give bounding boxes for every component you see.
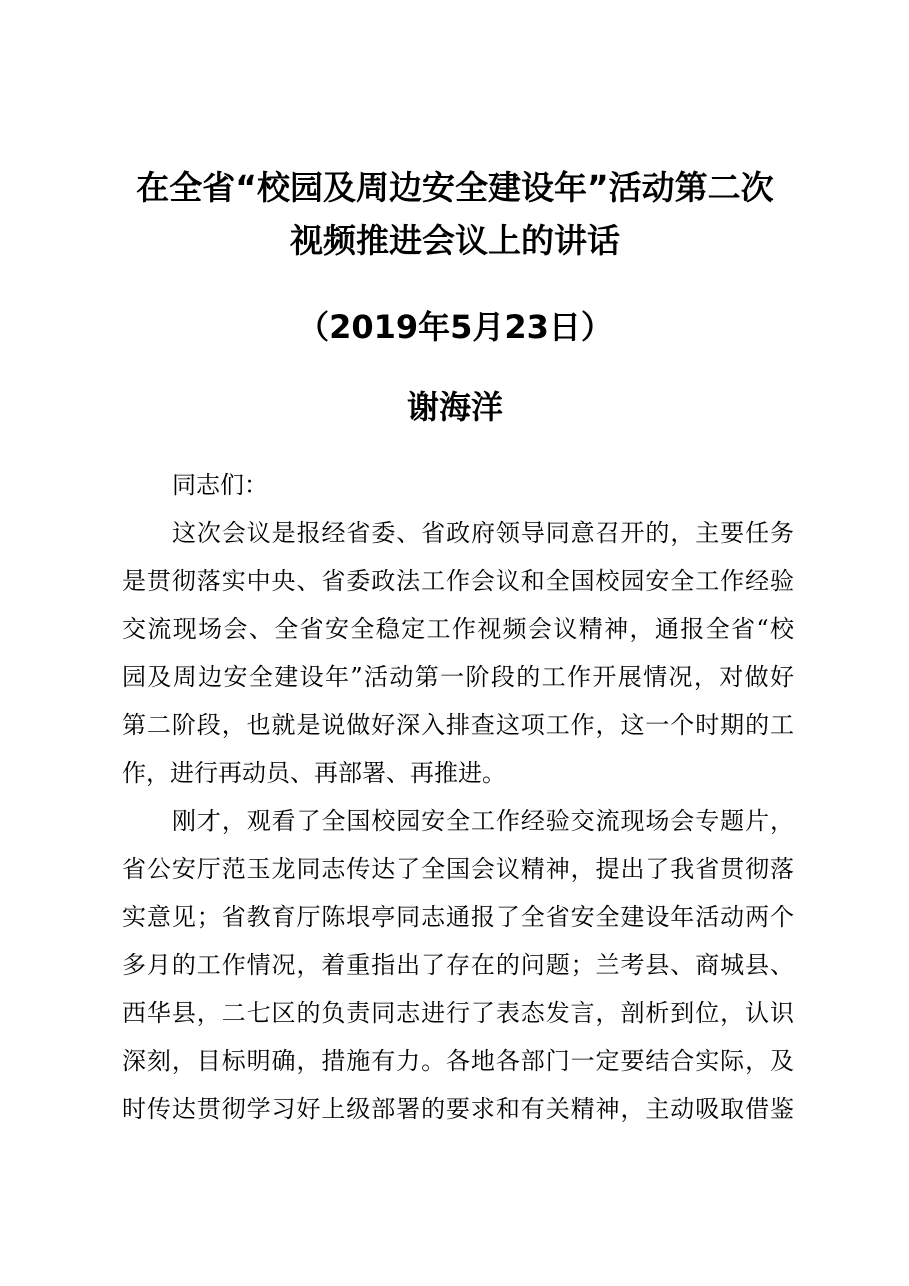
paragraph-2-line-6: 深刻，目标明确，措施有力。各地各部门一定要结合实际，及 <box>122 1047 794 1075</box>
paragraph-2-line-5: 西华县，二七区的负责同志进行了表态发言，剖析到位，认识 <box>122 999 794 1027</box>
document-title-line-1: 在全省“校园及周边安全建设年”活动第二次 <box>136 168 774 207</box>
paragraph-1-line-2: 是贯彻落实中央、省委政法工作会议和全国校园安全工作经验 <box>122 567 794 595</box>
paragraph-1-line-5: 第二阶段，也就是说做好深入排查这项工作，这一个时期的工 <box>122 711 794 739</box>
paragraph-2-line-1: 刚才，观看了全国校园安全工作经验交流现场会专题片， <box>172 807 794 835</box>
paragraph-1-line-4: 园及周边安全建设年”活动第一阶段的工作开展情况，对做好 <box>122 663 794 691</box>
paragraph-2-line-2: 省公安厅范玉龙同志传达了全国会议精神，提出了我省贯彻落 <box>122 855 794 883</box>
paragraph-1-line-3: 交流现场会、全省安全稳定工作视频会议精神，通报全省“校 <box>122 615 794 643</box>
salutation: 同志们： <box>172 471 268 499</box>
document-date: （2019年5月23日） <box>297 308 613 346</box>
paragraph-1-line-1: 这次会议是报经省委、省政府领导同意召开的，主要任务 <box>172 519 794 547</box>
paragraph-2-line-3: 实意见；省教育厅陈垠亭同志通报了全省安全建设年活动两个 <box>122 903 794 931</box>
paragraph-2-line-4: 多月的工作情况，着重指出了存在的问题；兰考县、商城县、 <box>122 951 794 979</box>
paragraph-2-line-7: 时传达贯彻学习好上级部署的要求和有关精神，主动吸取借鉴 <box>122 1095 794 1123</box>
document-title-line-2: 视频推进会议上的讲话 <box>290 221 620 260</box>
document-author: 谢海洋 <box>406 388 503 426</box>
paragraph-1-line-6: 作，进行再动员、再部署、再推进。 <box>122 759 506 787</box>
